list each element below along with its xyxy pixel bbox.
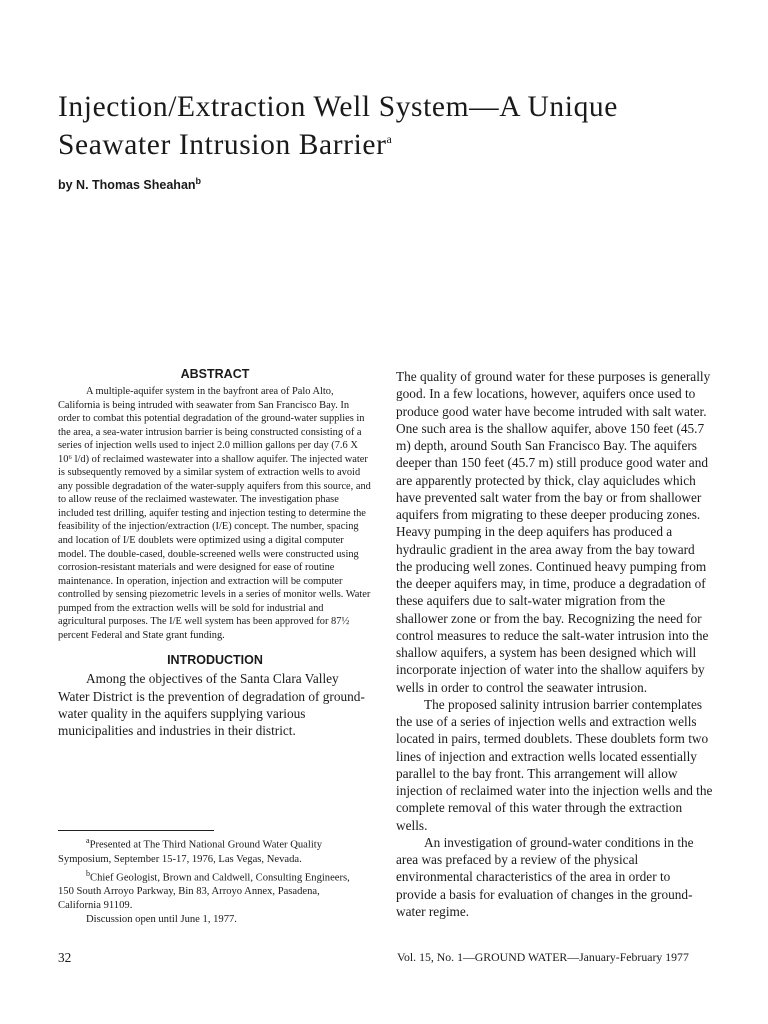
body-paragraph-3: An investigation of ground-water conditions in the area was prefaced by a review of the physical environmental characteristics of the area in order to provide a basis for evaluation of changes in the ground-water regime. — [396, 834, 694, 919]
running-footer: Vol. 15, No. 1—GROUND WATER—January-February 1977 — [397, 950, 689, 964]
footnote-a — [58, 834, 358, 867]
title-footnote-marker: a — [386, 132, 393, 146]
footnote-b-marker: b — [86, 868, 90, 878]
footnote-a-marker: a — [86, 836, 90, 845]
author-name: by N. Thomas Sheahan — [58, 178, 196, 193]
left-column — [58, 366, 372, 740]
footnotes — [58, 834, 358, 927]
page-number: 32 — [58, 950, 72, 965]
author-footnote-marker: b — [195, 176, 202, 186]
discussion-note: Discussion open until June 1, 1977. — [86, 914, 237, 926]
abstract-heading: ABSTRACT — [180, 367, 250, 381]
footnote-b — [58, 867, 358, 914]
right-column — [396, 368, 714, 920]
author-byline — [58, 176, 201, 192]
article-title — [58, 88, 718, 164]
footnote-b-text: Chief Geologist, Brown and Caldwell, Consulting Engineers, 150 South Arroyo Parkway, Bin 83, Arroyo Annex, Pasadena, California 91109. — [58, 872, 350, 912]
body-paragraph-2: The proposed salinity intrusion barrier contemplates the use of a series of injection wells and extraction wells located in pairs, termed doublets. These doublets form two lines of injection and extraction wells located essentially parallel to the bay front. This arrangement will allow injection of reclaimed water into the injection wells and the complete removal of this water through the extraction wells. — [396, 696, 713, 833]
footnote-divider — [58, 830, 214, 831]
title-line-1: Injection/Extraction Well System—A Unique — [58, 91, 618, 123]
title-line-2: Seawater Intrusion Barrier — [58, 129, 387, 161]
body-paragraph-1: The quality of ground water for these purposes is generally good. In a few locations, however, aquifers once used to produce good water have become intruded with salt water. One such area is the shallow aquifer, above 150 feet (45.7 m) depth, around South San Francisco Bay. The aquifers deeper than 150 feet (45.7 m) still produce good water and are apparently protected by thick, clay aquicludes which have prevented salt water from the bay or from shallower aquifers from migrating to these deeper producing zones. Heavy pumping in the deep aquifers has produced a hydraulic gradient in the area away from the bay toward the producing well zones. Continued heavy pumping from the deeper aquifers may, in time, produce a degradation of these aquifers due to salt-water migration from the shallower zone or from the bay. Recognizing the need for control measures to reduce the salt-water intrusion into the shallow aquifers, a system has been designed which will incorporate injection of water into the shallow aquifers by wells in order to control the seawater intrusion. — [396, 369, 711, 695]
abstract-body: A multiple-aquifer system in the bayfront area of Palo Alto, California is being intruded with seawater from San Francisco Bay. In order to combat this potential degradation of the ground-water supplies in the area, a sea-water intrusion barrier is being constructed consisting of a series of injection wells used to inject 2.0 million gallons per day (7.6 X 10⁶ l/d) of reclaimed wastewater into a shallow aquifer. The injected water is subsequently removed by a similar system of extraction wells to avoid any possible degradation of the water-supply aquifers from this source, and to allow reuse of the reclaimed wastewater. The investigation phase included test drilling, aquifer testing and injection testing to determine the feasibility of the injection/extraction (I/E) concept. The number, spacing and location of I/E doublets were optimized using a digital computer model. The double-cased, double-screened wells were constructed using corrosion-resistant materials and were designed for ease of routine maintenance. In operation, injection and extraction will be computer controlled by sensing piezometric levels in a series of monitor wells. Water pumped from the extraction wells will be sold for industrial and agricultural purposes. The I/E well system has been approved for 87½ percent Federal and State grant funding. — [58, 386, 371, 641]
introduction-heading: INTRODUCTION — [167, 653, 263, 668]
introduction-body: Among the objectives of the Santa Clara Valley Water District is the prevention of degradation of ground-water quality in the aquifers supplying various municipalities and industries in their district. — [58, 671, 365, 739]
footnote-a-text: Presented at The Third National Ground Water Quality Symposium, September 15-17, 1976, Las Vegas, Nevada. — [58, 839, 323, 865]
